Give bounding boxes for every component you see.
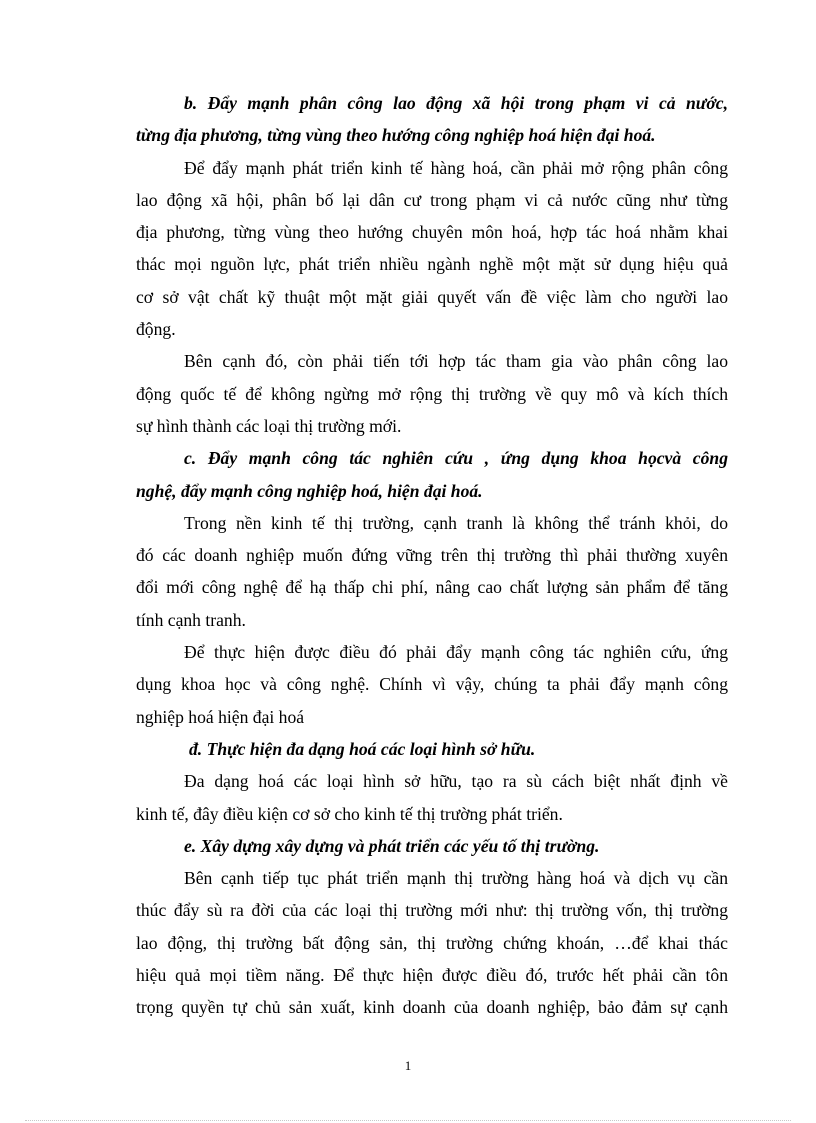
paragraph-line: Trong nền kinh tế thị trường, cạnh tranh là không thể tránh khỏi, do bbox=[184, 512, 728, 533]
paragraph-line: thác mọi nguồn lực, phát triển nhiều ngành nghề một mặt sử dụng hiệu quả bbox=[136, 254, 728, 275]
page-bottom-divider bbox=[25, 1120, 791, 1121]
paragraph-line: cơ sở vật chất kỹ thuật một mặt giải quyết vấn đề việc làm cho người lao bbox=[136, 286, 728, 307]
paragraph-line: sự hình thành các loại thị trường mới. bbox=[136, 415, 402, 436]
paragraph-line: đổi mới công nghệ để hạ thấp chi phí, nâng cao chất lượng sản phẩm để tăng bbox=[136, 577, 728, 598]
paragraph-line: kinh tế, đây điều kiện cơ sở cho kinh tế thị trường phát triển. bbox=[136, 803, 563, 824]
heading-d: đ. Thực hiện đa dạng hoá các loại hình sở hữu. bbox=[189, 738, 536, 759]
paragraph-line: lao động xã hội, phân bố lại dân cư trong phạm vi cả nước cũng như từng bbox=[136, 189, 728, 210]
heading-b-line-1: b. Đẩy mạnh phân công lao động xã hội trong phạm vi cả nước, bbox=[184, 93, 728, 113]
document-body bbox=[136, 87, 728, 1024]
paragraph-line: Để thực hiện được điều đó phải đẩy mạnh công tác nghiên cứu, ứng bbox=[184, 642, 728, 663]
paragraph-line: trọng quyền tự chủ sản xuất, kinh doanh của doanh nghiệp, bảo đảm sự cạnh bbox=[136, 997, 728, 1018]
paragraph-line: Bên cạnh đó, còn phải tiến tới hợp tác tham gia vào phân công lao bbox=[184, 351, 728, 372]
paragraph-line: Bên cạnh tiếp tục phát triển mạnh thị trường hàng hoá và dịch vụ cần bbox=[184, 868, 728, 889]
heading-c-line-1: c. Đẩy mạnh công tác nghiên cứu , ứng dụng khoa họcvà công bbox=[184, 448, 728, 469]
paragraph-line: động. bbox=[136, 319, 176, 340]
paragraph-line: Để đẩy mạnh phát triển kinh tế hàng hoá, cần phải mở rộng phân công bbox=[184, 157, 728, 178]
heading-b-line-2: từng địa phương, từng vùng theo hướng công nghiệp hoá hiện đại hoá. bbox=[136, 125, 656, 146]
paragraph-line: tính cạnh tranh. bbox=[136, 609, 246, 630]
paragraph-line: địa phương, từng vùng theo hướng chuyên môn hoá, hợp tác hoá nhằm khai bbox=[136, 222, 728, 243]
heading-c-line-2: nghệ, đẩy mạnh công nghiệp hoá, hiện đại hoá. bbox=[136, 480, 483, 501]
paragraph-line: Đa dạng hoá các loại hình sở hữu, tạo ra sù cách biệt nhất định về bbox=[184, 771, 728, 792]
paragraph-line: dụng khoa học và công nghệ. Chính vì vậy, chúng ta phải đẩy mạnh công bbox=[136, 674, 728, 695]
paragraph-line: động quốc tế để không ngừng mở rộng thị trường về quy mô và kích thích bbox=[136, 383, 728, 404]
paragraph-line: hiệu quả mọi tiềm năng. Để thực hiện được điều đó, trước hết phải cần tôn bbox=[136, 965, 728, 986]
heading-e: e. Xây dựng xây dựng và phát triển các yếu tố thị trường. bbox=[184, 835, 600, 856]
page-number: 1 bbox=[404, 1058, 412, 1073]
paragraph-line: lao động, thị trường bất động sản, thị trường chứng khoán, …để khai thác bbox=[136, 932, 728, 953]
paragraph-line: nghiệp hoá hiện đại hoá bbox=[136, 706, 305, 727]
paragraph-line: đó các doanh nghiệp muốn đứng vững trên thị trường thì phải thường xuyên bbox=[136, 545, 728, 566]
paragraph-line: thúc đẩy sù ra đời của các loại thị trường mới như: thị trường vốn, thị trường bbox=[136, 900, 728, 921]
